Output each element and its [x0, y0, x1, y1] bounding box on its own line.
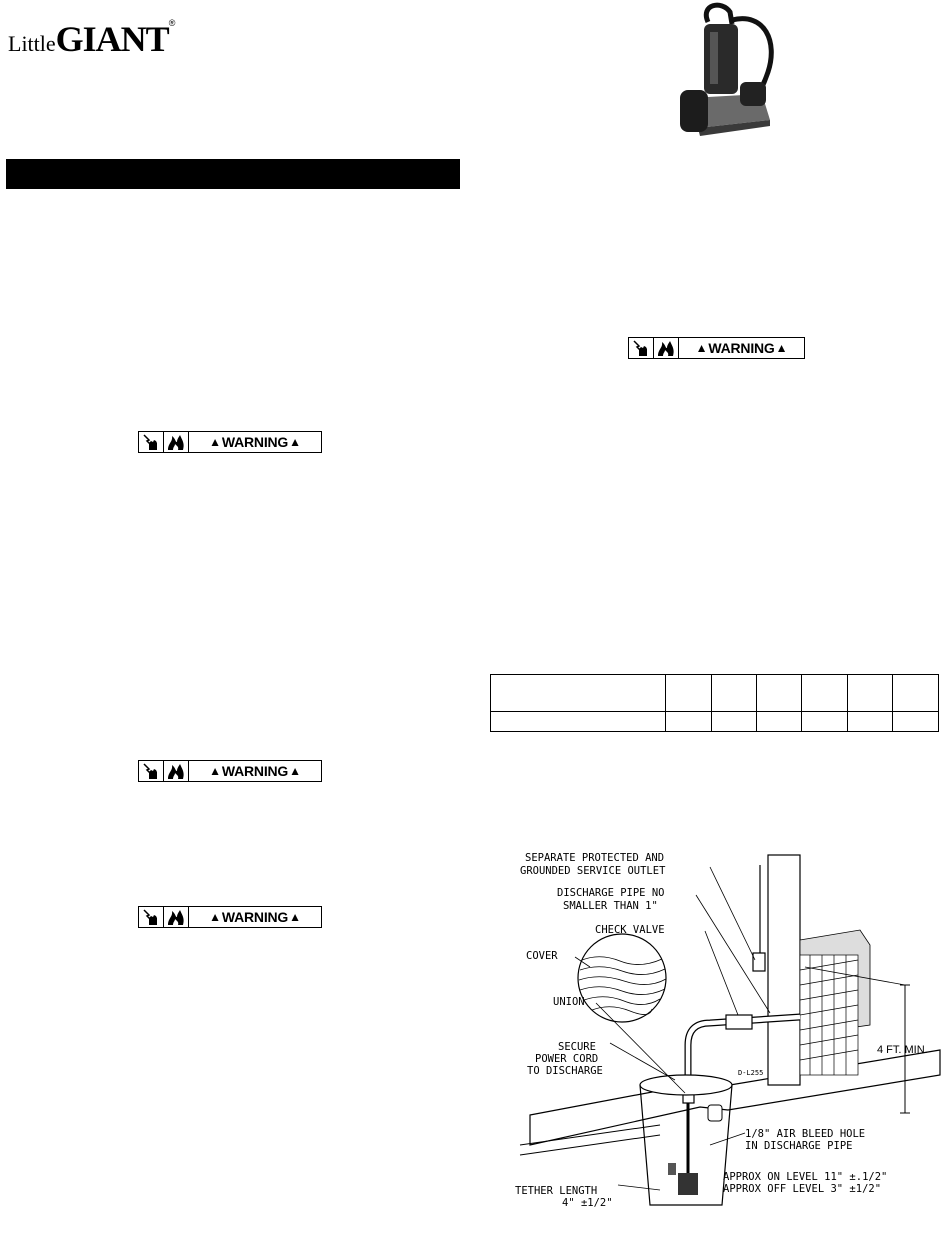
- table-cell: [756, 675, 801, 712]
- pipe-label-line1: DISCHARGE PIPE NO: [557, 887, 665, 899]
- warning-text: [189, 432, 321, 452]
- bleed-label-line1: 1/8" AIR BLEED HOLE: [745, 1128, 866, 1140]
- table-cell: [711, 712, 756, 732]
- fire-hazard-icon: [654, 338, 679, 358]
- spec-table: [490, 674, 939, 732]
- pump-photo: [670, 2, 780, 142]
- electric-shock-hand-icon: [139, 907, 164, 927]
- logo-little-text: Little: [8, 31, 56, 56]
- fire-hazard-icon: [164, 432, 189, 452]
- table-cell: [711, 675, 756, 712]
- table-cell: [893, 675, 939, 712]
- secure-label-line2: POWER CORD: [535, 1053, 599, 1065]
- table-cell: [847, 675, 892, 712]
- check-valve: [726, 1015, 752, 1029]
- fire-hazard-icon: [164, 761, 189, 781]
- drawing-number: D-L255: [738, 1069, 764, 1077]
- table-cell: [491, 712, 666, 732]
- warning-triangle-icon: ▲: [209, 764, 221, 778]
- secure-label-line3: TO DISCHARGE: [527, 1065, 603, 1077]
- table-cell: [802, 712, 847, 732]
- on-level-label: APPROX ON LEVEL 11" ±.1/2": [723, 1171, 888, 1183]
- service-outlet: [753, 953, 765, 971]
- secure-label-line1: SECURE: [558, 1041, 596, 1053]
- pump: [678, 1173, 698, 1195]
- table-row: [491, 675, 939, 712]
- outlet-label-line2: GROUNDED SERVICE OUTLET: [520, 865, 666, 877]
- cover-detail: [578, 934, 666, 1022]
- table-cell: [666, 675, 711, 712]
- warning-text: [189, 761, 321, 781]
- outlet-label-line1: SEPARATE PROTECTED AND: [525, 852, 665, 864]
- fire-hazard-icon: [164, 907, 189, 927]
- basement-wall: [768, 855, 800, 1085]
- table-cell: [847, 712, 892, 732]
- cover-label: COVER: [526, 950, 558, 962]
- union-label: UNION: [553, 996, 585, 1008]
- warning-triangle-icon: ▲: [775, 341, 788, 355]
- tether-label-line2: 4" ±1/2": [562, 1197, 613, 1209]
- pipe-label-line2: SMALLER THAN 1": [563, 900, 658, 912]
- table-row: [491, 712, 939, 732]
- brick-wall: [800, 955, 858, 1075]
- sump-pit-rim: [640, 1075, 732, 1095]
- warning-text: [189, 907, 321, 927]
- warning-label: [138, 760, 322, 782]
- warning-triangle-icon: ▲: [209, 435, 221, 449]
- warning-word: WARNING: [221, 909, 289, 925]
- section-header-bar: [6, 159, 460, 189]
- electric-shock-hand-icon: [139, 761, 164, 781]
- table-cell: [802, 675, 847, 712]
- warning-word: WARNING: [221, 763, 289, 779]
- warning-triangle-icon: ▲: [289, 910, 301, 924]
- logo-giant-text: GIANT: [55, 19, 169, 59]
- warning-text: [679, 338, 804, 358]
- table-cell: [893, 712, 939, 732]
- warning-label: [138, 906, 322, 928]
- tether-label-line1: TETHER LENGTH: [515, 1185, 598, 1197]
- warning-word: WARNING: [221, 434, 289, 450]
- warning-triangle-icon: ▲: [289, 764, 301, 778]
- height-label: 4 FT. MIN.: [877, 1044, 928, 1056]
- warning-triangle-icon: ▲: [209, 910, 221, 924]
- check-valve-label: CHECK VALVE: [595, 924, 665, 936]
- electric-shock-hand-icon: [139, 432, 164, 452]
- warning-word: WARNING: [708, 340, 775, 356]
- warning-triangle-icon: ▲: [695, 341, 708, 355]
- table-cell: [491, 675, 666, 712]
- warning-label: [628, 337, 805, 359]
- installation-diagram: [500, 845, 948, 1215]
- warning-triangle-icon: ▲: [289, 435, 301, 449]
- little-giant-logo: [8, 18, 175, 58]
- table-cell: [756, 712, 801, 732]
- bleed-label-line2: IN DISCHARGE PIPE: [745, 1140, 853, 1152]
- electric-shock-hand-icon: [629, 338, 654, 358]
- off-level-label: APPROX OFF LEVEL 3" ±1/2": [723, 1183, 882, 1195]
- logo-registered-mark: ®: [168, 18, 176, 28]
- table-cell: [666, 712, 711, 732]
- warning-label: [138, 431, 322, 453]
